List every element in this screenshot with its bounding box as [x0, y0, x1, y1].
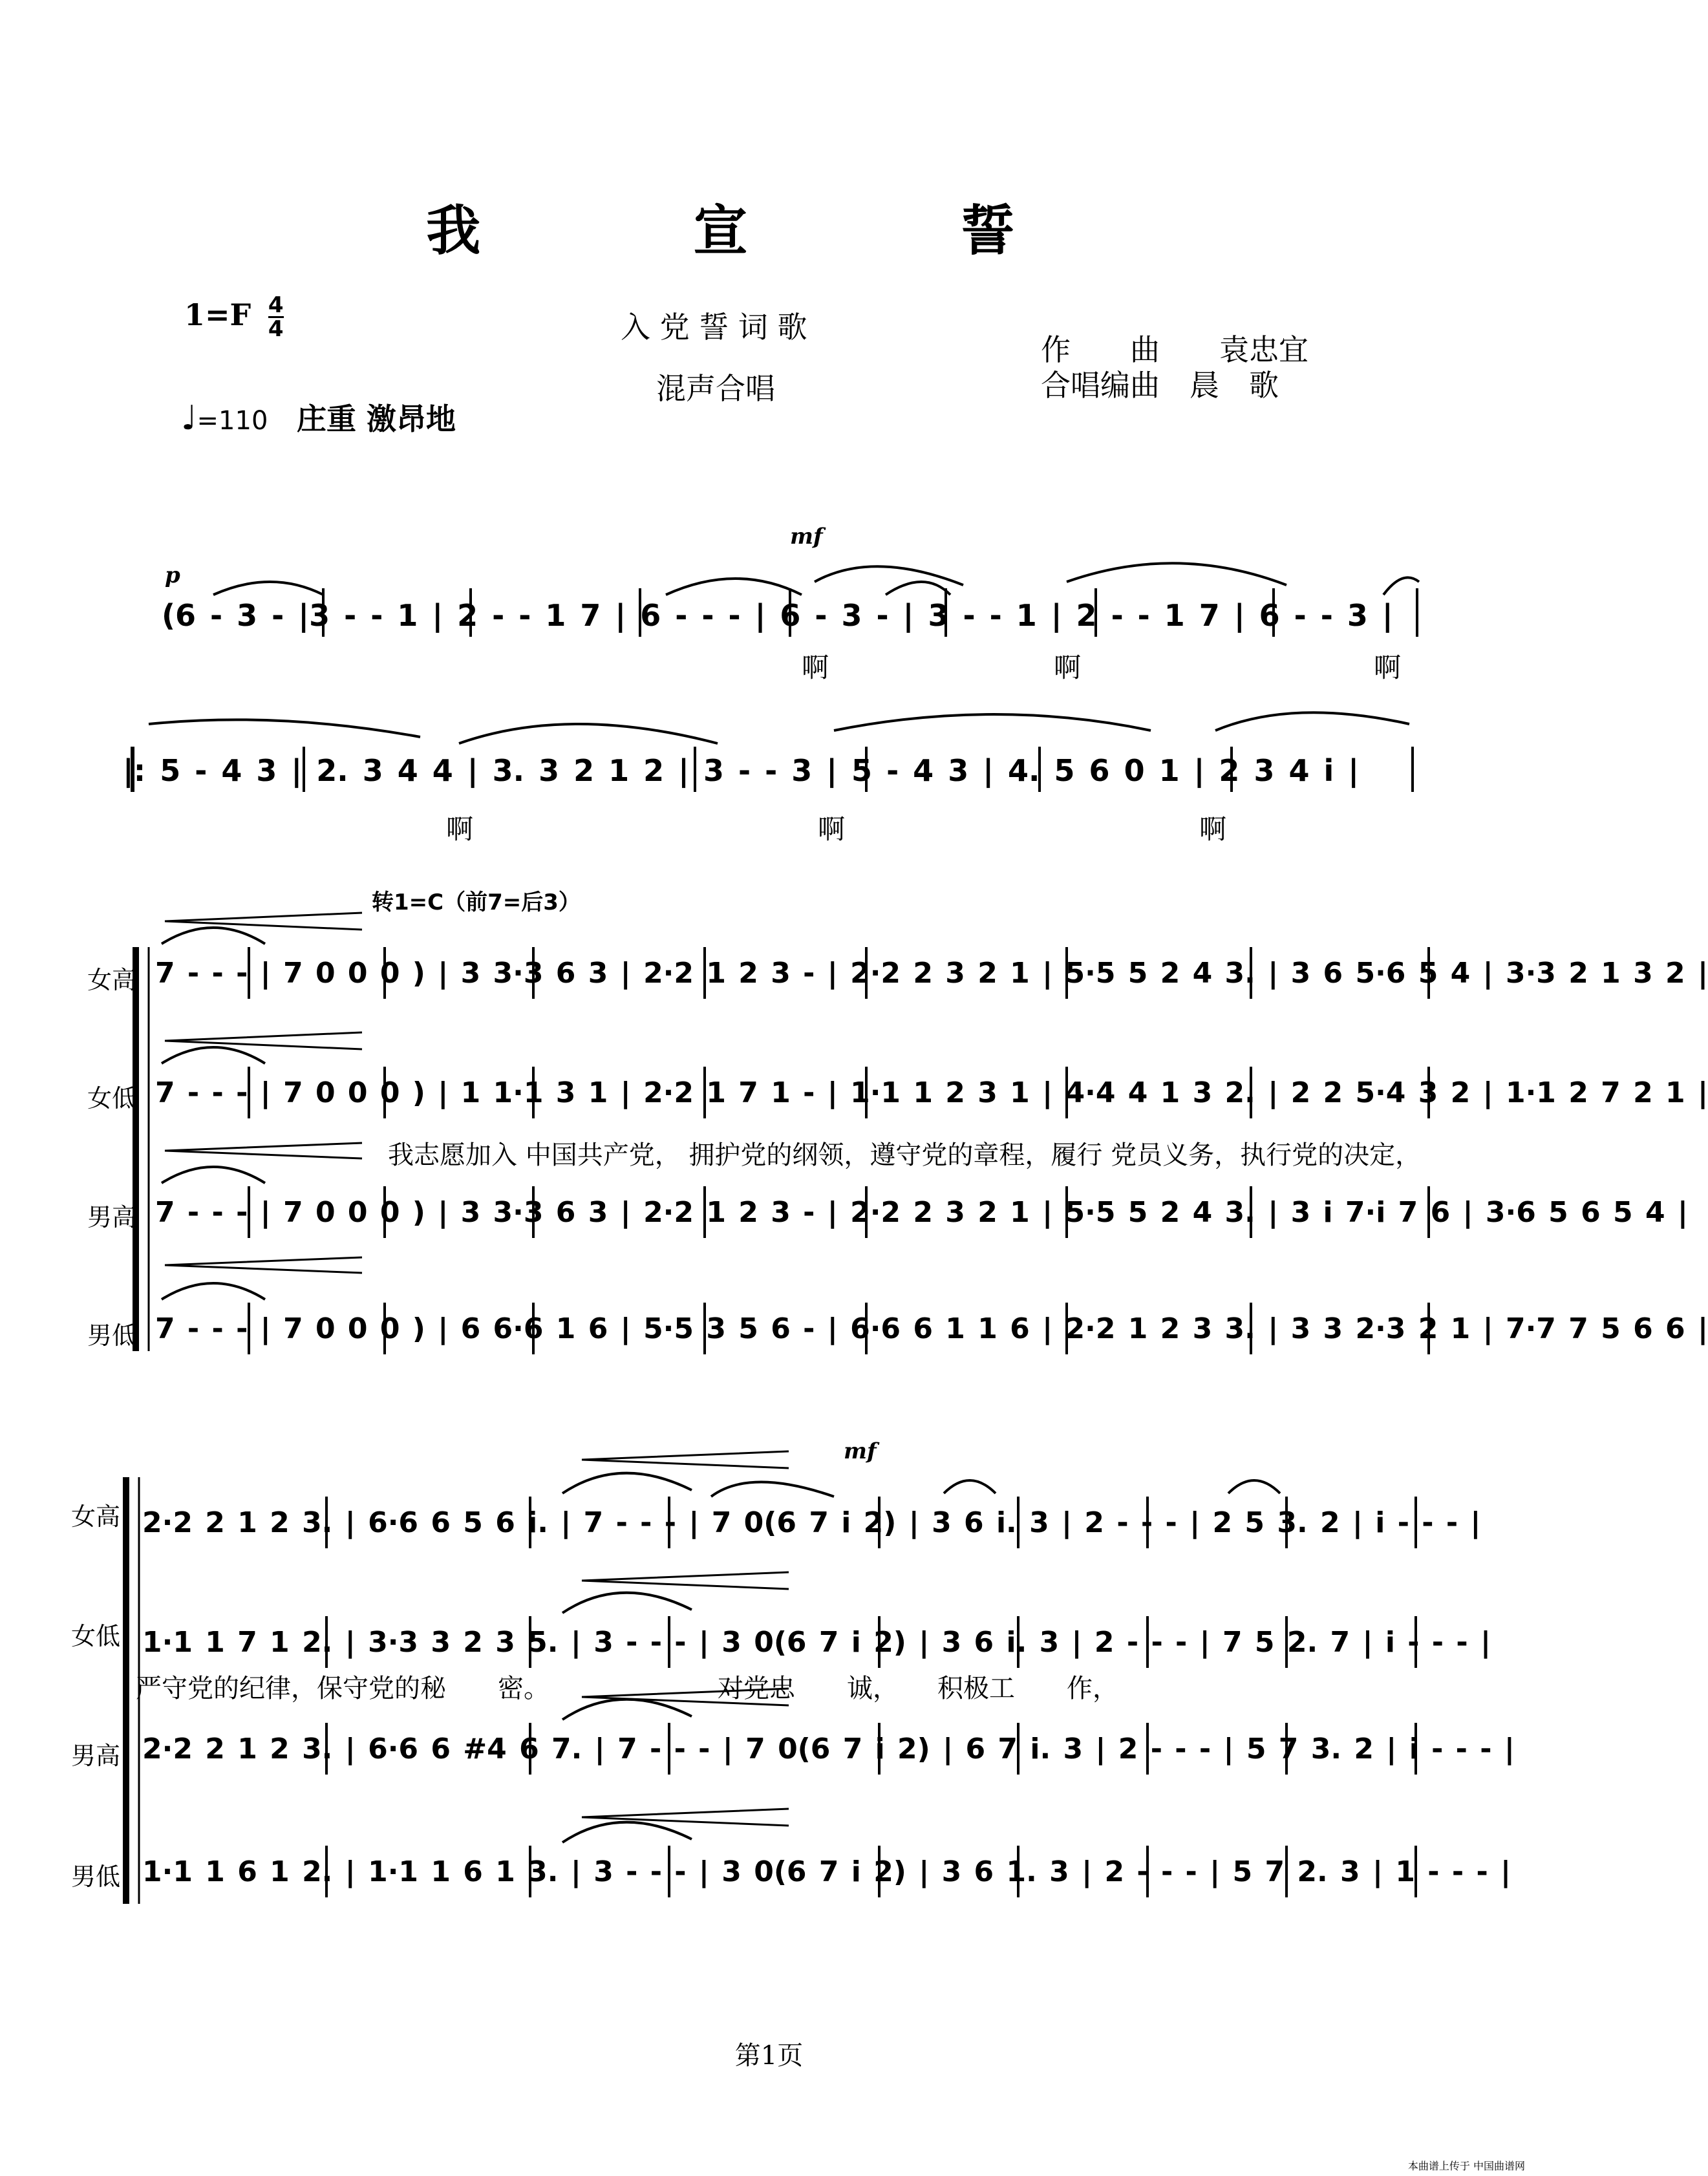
- system1-alto-line: 7 - - - | 7 0 0 0 ) | 1 1·1 3 1 | 2·2 1 7 1 - | 1·1 1 2 3 1 | 4·4 4 1 3 2. | 2 2 5·4 3 2 | 1·1 2 7 2 1 |: [155, 1076, 1708, 1109]
- subtitle: 入 党 誓 词 歌: [621, 310, 807, 345]
- tempo-marking: ♩=110 庄重 激昂地: [181, 399, 456, 438]
- part-label-bass-2: 男低: [71, 1862, 121, 1891]
- intro-lyric-3: 啊: [1374, 652, 1402, 683]
- quarter-note-icon: ♩: [181, 399, 197, 438]
- page-title: 我 宣 誓: [426, 199, 1112, 262]
- system1-bass-line: 7 - - - | 7 0 0 0 ) | 6 6·6 1 6 | 5·5 3 5 6 - | 6·6 6 1 1 6 | 2·2 1 2 3 3. | 3 3 2·3 2 1 | 7·7 7 5 6 6 |: [155, 1312, 1708, 1345]
- system2-soprano-line: 2·2 2 1 2 3. | 6·6 6 5 6 i. | 7 - - - | 7 0(6 7 i 2) | 3 6 i. 3 | 2 - - - | 2 5 3. 2 | i - - - |: [142, 1506, 1481, 1539]
- modulation-marking: 转1=C（前7=后3）: [372, 890, 581, 915]
- part-label-tenor-2: 男高: [71, 1742, 121, 1770]
- arranger-credit: 合唱编曲 晨 歌: [1041, 368, 1279, 403]
- part-label-alto: 女低: [87, 1084, 137, 1113]
- system1-tenor-line: 7 - - - | 7 0 0 0 ) | 3 3·3 6 3 | 2·2 1 2 3 - | 2·2 2 3 2 1 | 5·5 5 2 4 3. | 3 i 7·i 7 6 | 3·6 5 6 5 4 |: [155, 1196, 1688, 1229]
- intro-line-2: |: 5 - 4 3 | 2. 3 4 4 | 3. 3 2 1 2 | 3 - - 3 | 5 - 4 3 | 4. 5 6 0 1 | 2 3 4 i |: [123, 753, 1360, 788]
- intro-lyric-1: 啊: [802, 652, 829, 683]
- system1-soprano-line: 7 - - - | 7 0 0 0 ) | 3 3·3 6 3 | 2·2 1 2 3 - | 2·2 2 3 2 1 | 5·5 5 2 4 3. | 3 6 5·6 5 4 | 3·3 2 1 3 2 |: [155, 957, 1708, 990]
- form-label: 混声合唱: [656, 371, 775, 406]
- dynamic-mf: mf: [790, 524, 823, 549]
- part-label-tenor: 男高: [87, 1203, 137, 1232]
- time-signature: $\frac{4}{4}$: [268, 292, 284, 342]
- system2-bass-line: 1·1 1 6 1 2. | 1·1 1 6 1 3. | 3 - - - | 3 0(6 7 i 2) | 3 6 1. 3 | 2 - - - | 5 7 2. 3 | 1 - - - |: [142, 1855, 1511, 1888]
- part-label-soprano-2: 女高: [71, 1502, 121, 1531]
- dynamic-p: p: [165, 562, 180, 588]
- intro-lyric-4: 啊: [446, 813, 474, 845]
- system1-lyrics: 我志愿加入 中国共产党， 拥护党的纲领，遵守党的章程，履行 党员义务，执行党的决定，: [388, 1140, 1422, 1170]
- footer-watermark: 本曲谱上传于 中国曲谱网: [1407, 2160, 1525, 2172]
- part-label-soprano: 女高: [87, 966, 137, 994]
- intro-lyric-6: 啊: [1199, 813, 1227, 845]
- key-signature: 1=F $\frac{4}{4}$: [184, 292, 284, 342]
- intro-line-1: (6 - 3 - |3 - - 1 | 2 - - 1 7 | 6 - - - | 6 - 3 - | 3 - - 1 | 2 - - 1 7 | 6 - - 3 |: [162, 598, 1393, 633]
- intro-lyric-2: 啊: [1054, 652, 1082, 683]
- part-label-bass: 男低: [87, 1321, 137, 1350]
- page-number: 第1页: [734, 2041, 804, 2071]
- dynamic-mf-2: mf: [844, 1438, 877, 1464]
- system2-alto-line: 1·1 1 7 1 2. | 3·3 3 2 3 5. | 3 - - - | 3 0(6 7 i 2) | 3 6 i. 3 | 2 - - - | 7 5 2. 7 | i - - - |: [142, 1626, 1491, 1659]
- system2-tenor-line: 2·2 2 1 2 3. | 6·6 6 #4 6 7. | 7 - - - | 7 0(6 7 i 2) | 6 7 i. 3 | 2 - - - | 5 7 3. 2 | i - - - |: [142, 1733, 1515, 1765]
- intro-lyric-5: 啊: [818, 813, 846, 845]
- expression-marking: 庄重 激昂地: [297, 401, 456, 436]
- part-label-alto-2: 女低: [71, 1622, 121, 1650]
- composer-credit: 作 曲 袁忠宜: [1041, 332, 1308, 367]
- system2-lyrics: 严守党的纪律，保守党的秘 密。 对党忠 诚， 积极工 作，: [136, 1674, 1118, 1703]
